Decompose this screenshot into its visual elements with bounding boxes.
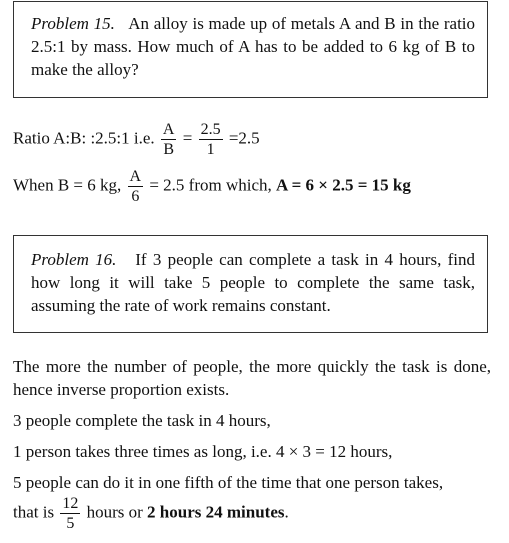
problem-15-statement [31, 12, 475, 81]
ratio-frac1-denominator: B [163, 141, 175, 158]
solution-paragraph-3: 1 person takes three times as long, i.e. 4 × 3 = 12 hours, [13, 442, 393, 461]
ratio-fraction-value [199, 121, 223, 158]
final-frac-numerator: 12 [62, 495, 79, 512]
ratio-line [13, 121, 260, 158]
when-answer: A = 6 × 2.5 = 15 kg [276, 175, 411, 195]
ratio-frac2-numerator: 2.5 [200, 121, 221, 138]
problem-15-box [13, 1, 488, 98]
solution-paragraph-2: 3 people complete the task in 4 hours, [13, 411, 271, 430]
problem-16-text: If 3 people can complete a task in 4 hours, find how long it will take 5 people to complete the same task, assuming the rate of work remains constant. [31, 250, 475, 315]
when-frac-numerator: A [129, 168, 142, 185]
when-line [13, 168, 411, 205]
ratio-frac2-denominator: 1 [206, 141, 215, 158]
ratio-frac1-numerator: A [162, 121, 175, 138]
when-middle: = 2.5 from which, [149, 175, 272, 195]
final-middle: hours or [86, 502, 143, 522]
final-answer: 2 hours 24 minutes [147, 502, 285, 522]
ratio-equals: = [182, 128, 193, 148]
problem-15-label: Problem 15. [31, 14, 115, 33]
final-frac-denominator: 5 [66, 515, 75, 532]
solution-paragraph-4: 5 people can do it in one fifth of the time that one person takes, [13, 473, 444, 492]
problem-16-label: Problem 16. [31, 250, 117, 269]
final-fraction-12-over-5 [60, 495, 80, 532]
solution-final-line [13, 495, 289, 532]
when-prefix: When B = 6 kg, [13, 175, 122, 195]
ratio-result: =2.5 [228, 128, 260, 148]
when-fraction-a-over-6 [128, 168, 144, 205]
final-prefix: that is [13, 502, 55, 522]
ratio-prefix: Ratio A:B: :2.5:1 i.e. [13, 128, 155, 148]
problem-16-statement [31, 248, 475, 317]
ratio-fraction-a-over-b [161, 121, 177, 158]
solution-paragraph-1: The more the number of people, the more quickly the task is done, hence inverse proportion exists. [13, 357, 491, 399]
when-frac-denominator: 6 [131, 188, 140, 205]
final-period: . [284, 502, 289, 522]
problem-16-box [13, 235, 488, 333]
problem-15-text: An alloy is made up of metals A and B in the ratio 2.5:1 by mass. How much of A has to be added to 6 kg of B to make the alloy? [31, 14, 476, 79]
